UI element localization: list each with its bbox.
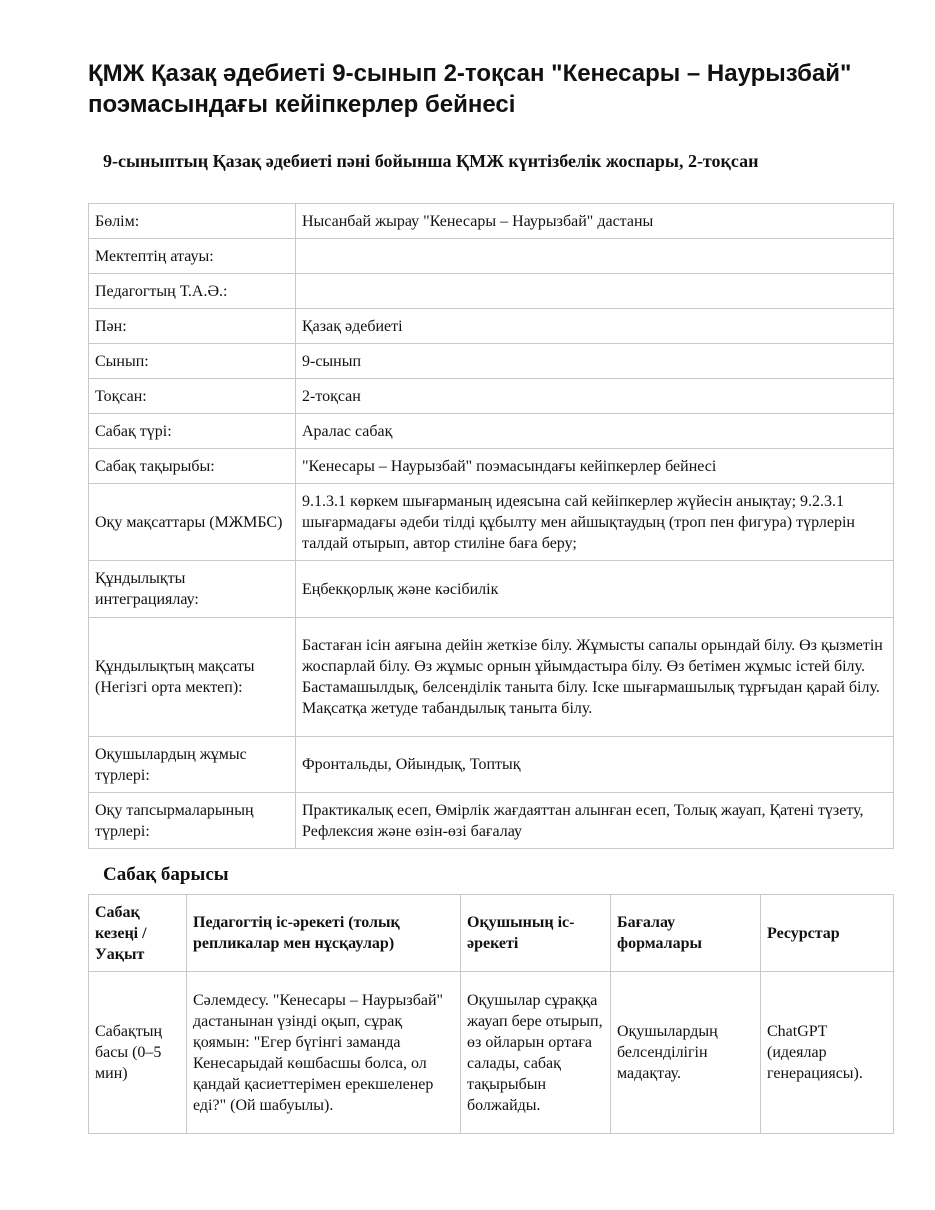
info-table xyxy=(88,203,894,849)
info-value: Фронтальды, Ойындық, Топтық xyxy=(296,737,894,793)
column-header-assessment: Бағалау формалары xyxy=(611,895,761,972)
info-value: Нысанбай жырау "Кенесары – Наурызбай" дастаны xyxy=(296,204,894,239)
info-row-value-goal xyxy=(89,618,894,737)
plan-heading: 9-сыныптың Қазақ әдебиеті пәні бойынша ҚМЖ күнтізбелік жоспары, 2-тоқсан xyxy=(103,151,759,171)
lesson-table xyxy=(88,894,894,1134)
info-row-grade xyxy=(89,344,894,379)
info-row-value-integration xyxy=(89,561,894,618)
info-value: 2-тоқсан xyxy=(296,379,894,414)
info-row-task-types xyxy=(89,793,894,849)
lesson-cell-resources: ChatGPT (идеялар генерациясы). xyxy=(761,972,894,1134)
info-label: Құндылықты интеграциялау: xyxy=(89,561,296,618)
info-row-section xyxy=(89,204,894,239)
info-row-subject xyxy=(89,309,894,344)
info-label: Педагогтың Т.А.Ә.: xyxy=(89,274,296,309)
info-row-work-types xyxy=(89,737,894,793)
info-row-learning-objectives xyxy=(89,484,894,561)
info-row-lesson-type xyxy=(89,414,894,449)
page-title: ҚМЖ Қазақ әдебиеті 9-сынып 2-тоқсан "Кенесары – Наурызбай" поэмасындағы кейіпкерлер бейнесі xyxy=(88,60,852,118)
info-label: Оқу тапсырмаларының түрлері: xyxy=(89,793,296,849)
lesson-header-row xyxy=(89,895,894,972)
info-value: Бастаған ісін аяғына дейін жеткізе білу. Жұмысты сапалы орындай білу. Өз қызметін жоспарлай білу. Өз жұмыс орнын ұйымдастыра білу. Өз бетімен жұмыс істей білу. Бастамашылдық, белсенділік таныта білу. Іске шығармашылық тұрғыдан қарай білу. Мақсатқа жетуде табандылық таныта білу. xyxy=(296,618,894,737)
info-label: Мектептің атауы: xyxy=(89,239,296,274)
info-value xyxy=(296,274,894,309)
column-header-student-activity: Оқушының іс-әрекеті xyxy=(461,895,611,972)
lesson-cell-stage: Сабақтың басы (0–5 мин) xyxy=(89,972,187,1134)
info-row-quarter xyxy=(89,379,894,414)
lesson-cell-student-activity: Оқушылар сұраққа жауап бере отырып, өз ойларын ортаға салады, сабақ тақырыбын болжайды. xyxy=(461,972,611,1134)
info-label: Құндылықтың мақсаты (Негізгі орта мектеп): xyxy=(89,618,296,737)
info-label: Пән: xyxy=(89,309,296,344)
info-value: Практикалық есеп, Өмірлік жағдаяттан алынған есеп, Толық жауап, Қатені түзету, Рефлексия және өзін-өзі бағалау xyxy=(296,793,894,849)
info-label: Сынып: xyxy=(89,344,296,379)
table-row xyxy=(89,972,894,1134)
info-label: Сабақ тақырыбы: xyxy=(89,449,296,484)
info-label: Оқушылардың жұмыс түрлері: xyxy=(89,737,296,793)
info-value: 9-сынып xyxy=(296,344,894,379)
info-label: Тоқсан: xyxy=(89,379,296,414)
column-header-stage: Сабақ кезеңі / Уақыт xyxy=(89,895,187,972)
info-value: 9.1.3.1 көркем шығарманың идеясына сай кейіпкерлер жүйесін анықтау; 9.2.3.1 шығармадағы әдеби тілді құбылту мен айшықтаудың (троп пен фигура) түрлерін талдай отырып, автор стиліне баға беру; xyxy=(296,484,894,561)
column-header-teacher-activity: Педагогтің іс-әрекеті (толық репликалар мен нұсқаулар) xyxy=(187,895,461,972)
info-label: Бөлім: xyxy=(89,204,296,239)
info-label: Оқу мақсаттары (МЖМБС) xyxy=(89,484,296,561)
info-row-school xyxy=(89,239,894,274)
info-value: Аралас сабақ xyxy=(296,414,894,449)
info-row-lesson-topic xyxy=(89,449,894,484)
lesson-cell-teacher-activity: Сәлемдесу. "Кенесары – Наурызбай" дастанынан үзінді оқып, сұрақ қоямын: "Егер бүгінгі заманда Кенесарыдай көшбасшы болса, ол қандай қасиеттерімен ерекшеленер еді?" (Ой шабуылы). xyxy=(187,972,461,1134)
info-value: Қазақ әдебиеті xyxy=(296,309,894,344)
info-label: Сабақ түрі: xyxy=(89,414,296,449)
column-header-resources: Ресурстар xyxy=(761,895,894,972)
info-value: "Кенесары – Наурызбай" поэмасындағы кейіпкерлер бейнесі xyxy=(296,449,894,484)
info-value xyxy=(296,239,894,274)
lesson-heading: Сабақ барысы xyxy=(103,864,229,885)
lesson-cell-assessment: Оқушылардың белсенділігін мадақтау. xyxy=(611,972,761,1134)
info-row-teacher xyxy=(89,274,894,309)
info-value: Еңбекқорлық және кәсібилік xyxy=(296,561,894,618)
